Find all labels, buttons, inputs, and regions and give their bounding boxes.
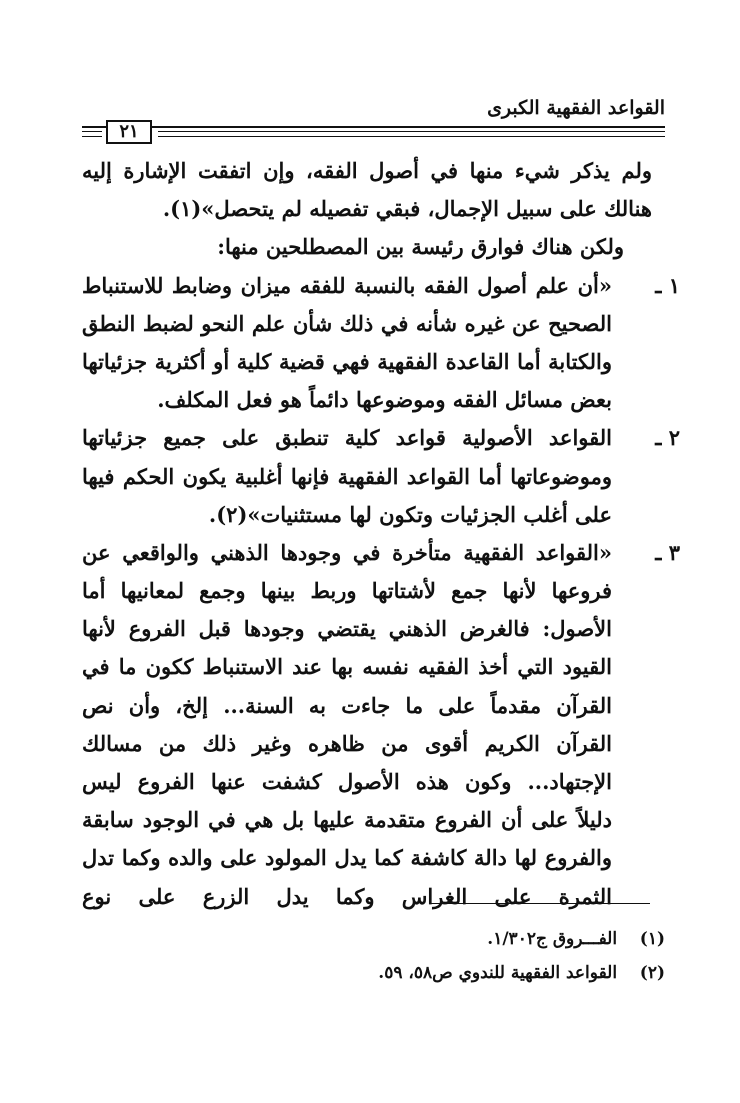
list-marker: ٢ ـ (655, 425, 680, 451)
list-item-line: بعض مسائل الفقه وموضوعها دائماً هو فعل المكلف. (157, 387, 612, 413)
page-number: ٢١ (106, 120, 152, 144)
list-item-line: والكتابة أما القاعدة الفقهية فهي قضية كلية أو أكثرية جزئياتها (82, 348, 612, 374)
footnote-number: (١) (639, 929, 665, 949)
footnote-number: (٢) (639, 963, 665, 983)
list-item-line: القواعد الأصولية قواعد كلية تنطبق على جميع جزئياتها (82, 425, 612, 451)
footnote-text: الفـــروق ج١/٣٠٢. (487, 929, 618, 949)
list-item-line: «أن علم أصول الفقه بالنسبة للفقه ميزان وضابط للاستنباط (82, 272, 612, 298)
list-item-line: على أغلب الجزئيات وتكون لها مستثنيات»(٢). (208, 501, 612, 527)
body-line: ولكن هناك فوارق رئيسة بين المصطلحين منها: (217, 234, 624, 260)
list-marker: ١ ـ (655, 272, 680, 298)
list-item-line: الصحيح عن غيره شأنه في ذلك شأن علم النحو لضبط النطق (82, 310, 612, 336)
header-left-dash-bottom (82, 136, 102, 137)
list-item (82, 534, 680, 916)
footnote-rule (430, 903, 650, 904)
list-item-line: وموضوعاتها أما القواعد الفقهية فإنها أغلبية يكون الحكم فيها (82, 463, 612, 489)
list-item-line: الأصول: فالغرض الذهني يقتضي وجودها قبل الفروع لأنها (82, 616, 612, 642)
footnote-text: القواعد الفقهية للندوي ص٥٨، ٥٩. (378, 963, 618, 983)
list-item-line: دليلاً على أن الفروع متقدمة عليها بل هي في الوجود سابقة (82, 807, 612, 833)
body-line: هنالك على سبيل الإجمال، فبقي تفصيله لم يتحصل»(١). (162, 196, 652, 222)
header-double-rule-top (158, 131, 665, 132)
list-item-line: القيود التي أخذ الفقيه نفسه بها عند الاستنباط ككون ما في (82, 654, 612, 680)
list-item-line: الإجتهاد... وكون هذه الأصول كشفت عنها الفروع ليس (82, 769, 612, 794)
list-item-line: «القواعد الفقهية متأخرة في وجودها الذهني والواقعي عن (82, 539, 612, 565)
running-title: القواعد الفقهية الكبرى (487, 97, 665, 119)
header-double-rule-bottom (158, 136, 665, 137)
footnote (265, 956, 665, 990)
list-item-line: والفروع لها دالة كاشفة كما يدل المولود على والده وكما تدل (82, 845, 612, 871)
list-item (82, 267, 680, 420)
list-item-line: القرآن الكريم أقوى من ظاهره وغير ذلك من مسالك (82, 730, 612, 756)
body-line: ولم يذكر شيء منها في أصول الفقه، وإن اتفقت الإشارة إليه (82, 158, 652, 183)
list-item (82, 419, 680, 534)
footnotes (265, 922, 665, 990)
list-item-line: فروعها لأنها جمع لأشتاتها وربط بينها وجمع لمعانيها أما (82, 578, 612, 604)
header-left-dash-top (82, 131, 102, 132)
header-rule (82, 126, 665, 128)
body-text (82, 152, 680, 916)
list-item-line: القرآن مقدماً على ما جاءت به السنة... إلخ، وأن نص (82, 692, 612, 718)
footnote (265, 922, 665, 956)
list-item-line: الثمرة على الغراس وكما يدل الزرع على نوع (82, 883, 612, 909)
list-marker: ٣ ـ (655, 539, 680, 565)
